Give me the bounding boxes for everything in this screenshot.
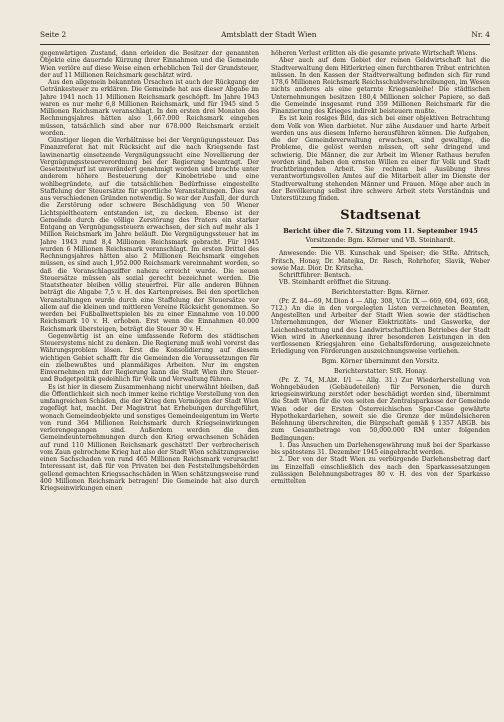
- item-text: (Pr. Z. 84—69, M.Dion 4 — Allg. 308, V.Gr. IX — 669, 694, 693, 668, 712.) An die in den vorgelegten Listen verzeichneten Beamten, Angestellten und Arbeiter der Stadt Wien sowie der städtischen Unternehmungen, der Wiener Elektrizitäts- und Gaswerke, der Leichenbestattung und des Landwirtschaftlichen Betriebes der Stadt Wien wird in Anerkennung ihrer besonderen Leistungen in den verflossenen Kriegsjahren eine Gehaltsförderung, ausgezeichnete Erledigung von Förderungen auszeichnungsweise verliehen.: [271, 297, 490, 356]
- paragraph: Es ist hier in diesem Zusammenhang nicht unerwähnt bleiben, daß die Öffentlichkeit sich noch immer keine richtige Vorstellung von den umfangreichen Schäden, die der Krieg dem Vermögen der Stadt Wien zugefügt hat, macht. Der Magistrat hat Erhebungen durchgeführt, wonach Gemeindeobjekte und sonstiges Gemeindeeigentum im Werte von rund 364 Millionen Reichsmark durch Kriegseinwirkungen verlorengegangen sind. Außerdem werden die den Gemeindeunternehmungen durch den Krieg erwachsenen Schäden auf rund 110 Millionen Reichsmark geschätzt! Der verbrecherisch vom Zaun gebrochene Krieg hat also der Stadt Wien schätzungsweise einen Sachschaden von rund 465 Millionen Reichsmark verursacht! Interessant ist, daß für von Privaten bei den Feststellungsbehörden gellend gemachten Kriegssachschäden in Wien schätzungsweise rund 400 Millionen Reichsmark betragen! Die Gemeinde hat also durch Kriegseinwirkungen einen: [40, 383, 259, 492]
- item-text: (Pr. Z. 74, M.Abt. I/1 — Allg. 31.) Zur Wiederherstellung von Wohngebäuden (Gebäudeteilen) für Personen, die durch kriegseinwirkung zerstört oder beschädigt worden sind, übernimmt die Stadt Wien für die von seiten der Zentralsparkasse der Gemeinde Wien oder der Ersten Österreichischen Spar-Casse gewährte Hypothekardarlehen, soweit sie die Grenze der mündelsicheren Belehnung überschreiten, die Bürgschaft gemäß § 1357 ABGB. bis zum Gesamtbetrage von 50,000.000 RM unter folgenden Bedingungen:: [271, 376, 490, 442]
- paragraph: gegenwärtigen Zustand, dann erleiden die Besitzer der genannten Objekte eine dauernde Kürzung ihrer Einnahmen und die Gemeinde Wien verlöre auf diese Weise einen erheblichen Teil der Grundsteuer, der auf 11 Millionen Reichsmark geschätzt wird.: [40, 50, 259, 79]
- issue-number: Nr. 4: [471, 30, 490, 39]
- session-report-heading: Bericht über die 7. Sitzung vom 11. September 1945: [283, 227, 478, 236]
- page-header: [40, 30, 490, 45]
- paragraph: Es ist kein rosiges Bild, das sich bei einer objektiven Betrachtung dem Volk von Wien darbietet. Nur zähe Ausdauer und harte Arbeit werden uns aus diesem Inferno herausführen können. Die Aufgaben, die der Gemeindeverwaltung erwachsen, sind gewaltige, die Probleme, die gelöst werden müssen, oft sehr dringend und schwierig. Die Männer, die zur Arbeit im Wiener Rathaus berufen worden sind, haben den ernsten Willen zu einer für Volk und Stadt fruchtbringenden Arbeit. Sie rechnen bei Ausübung ihres verantwortungsvollen Amtes auf die Mitarbeit aller im Dienste der Stadtverwaltung stehenden Männer und Frauen. Möge aber auch in der Bevölkerung selbst ihre schwere Arbeit stets Verständnis und Unterstützung finden.: [271, 115, 490, 202]
- opening: VB. Steinhardt eröffnet die Sitzung.: [279, 279, 391, 287]
- section-title: Stadtsenat: [340, 208, 421, 224]
- paragraph: höheren Verlust erlitten als die gesamte private Wirtschaft Wiens.: [271, 50, 478, 57]
- item-reporter: Berichterstatter: StR. Honay.: [333, 367, 428, 375]
- right-column: [271, 50, 490, 708]
- newspaper-title: Amtsblatt der Stadt Wien: [221, 30, 317, 39]
- condition: 1. Das Ansuchen um Darlehensgewährung muß bei der Sparkasse bis spätestens 31. Dezember 1945 eingebracht werden.: [271, 441, 490, 456]
- divider: [311, 247, 450, 248]
- page-number: Seite 2: [40, 30, 67, 39]
- recorder: Schriftführer: Bentsch.: [279, 272, 352, 279]
- chair-line: Vorsitzende: Bgm. Körner und VB. Steinhardt.: [305, 236, 456, 245]
- attendees: Anwesende: Die VB. Kunschak und Speiser; die StRe. Afritsch, Fritsch, Honay, Dr. Matejka, Dr. Resch, Rohrhofer, Slavik, Weber sowie Maz. Dior. Dr. Kritscha.: [271, 250, 490, 272]
- paragraph: Aus den allgemein bekannten Ursachen ist auch der Rückgang der Getränkesteuer zu erklären. Die Gemeinde hat aus dieser Abgabe im Jahre 1941 noch 11 Millionen Reichsmark geschöpft. Im Jahre 1943 waren es nur mehr 6,8 Millionen Reichsmark, und für 1945 sind 5 Millionen Reichsmark veranschlagt. In den ersten drei Monaten des Rechnungsjahres hätten also 1,667.000 Reichsmark eingehen müssen, tatsächlich sind aber nur 678.000 Reichsmark erzielt worden.: [40, 79, 259, 137]
- left-column: [40, 50, 259, 708]
- paragraph: Gegenwärtig ist an eine umfassende Reform des städtischen Steuersystems nicht zu denken. Die Regierung muß wohl vorerst das Währungsproblem lösen. Erst die Konsolidierung auf diesem wichtigen Gebiet schafft für die Gemeinden die Voraussetzungen für ein zielbewußtes und planmäßiges Arbeiten. Nur im engsten Einvernehmen mit der Regierung kann die Stadt Wien ihre Steuer- und Budgetpolitik gedeihlich für Volk und Verwaltung führen.: [40, 332, 259, 384]
- condition: 2. Der von der Stadt Wien zu verbürgende Darlehensbetrag darf im Einzelfall einschließlich des nach den Sparkassesatzungen zulässigen Belehnungsbetrages 80 v. H. des von der Sparkasse ermittelten: [271, 456, 490, 485]
- columns: [40, 50, 490, 708]
- item-reporter: Berichterstatter: Bgm. Körner.: [331, 288, 430, 296]
- paragraph: Günstiger liegen die Verhältnisse bei der Vergnügungssteuer. Das Finanzreferat hat mit Rücksicht auf die nach Kriegsende fast lawinenartig einsetzende Vergnügungssucht eine Novellierung der Vergnügungssteuerverordnung bei der Regierung beantragt. Der Gesetzentwurf ist unverändert genehmigt worden und brachte unter anderem höhere Besteuerung der Kinobetriebe und eine wohlbegründete, auf die tatsächlichen Bedürfnisse eingestellte Staffelung der Steuersätze für sportliche Veranstaltungen. Dies war aus verschiedenen Gründen notwendig. So war der Ausfall, der durch die Zerstörung oder schwere Beschädigung von 50 Wiener Lichtspieltheatern entstanden ist, zu decken. Ebenso ist der Gemeinde durch die völlige Zerstörung des Praters ein starker Entgang an Vergnügungssteuern erwachsen, der sich auf mehr als 1 Million Reichsmark im Jahre beläuft. Die Vergnügungssteuer hat im Jahre 1943 rund 8,4 Millionen Reichsmark gebracht. Für 1945 wurden 6 Millionen Reichsmark veranschlagt. Im ersten Drittel des Rechnungsjahres hätten also 2 Millionen Reichsmark eingehen müssen, es sind auch 1,952.000 Reichsmark vereinnahmt worden, so daß die Voranschlagsziffer nahezu erreicht wurde. Die neuen Steuersätze müssen als sozial gerecht bezeichnet werden. Die Staatstheater bleiben völlig steuerfrei. Für alle anderen Bühnen beträgt die Abgabe 7,5 v. H. des Kartenpreises. Bei den sportlichen Veranstaltungen wurde durch eine Staffelung der Steuersätze vor allem auf die kleinen und mittleren Vereine Rücksicht genommen. So werden bei Fußballwettspielen bis zu einer Einnahme von 10.000 Reichsmark 10 v. H. erhoben. Erst wenn die Einnahmen 40.000 Reichsmark übersteigen, beträgt die Steuer 30 v. H.: [40, 137, 259, 333]
- paragraph: Aber auch auf dem Gebiet der reinen Geldwirtschaft hat die Stadtverwaltung dem Hitlerkrieg einen furchtbaren Tribut entrichten müssen. In den Kassen der Stadtverwaltung befinden sich für rund 178,6 Millionen Reichsmark Reichsschuldverschreibungen, im Wesen nichts anderes als eine getarnte Kriegsanleihe! Die städtischen Unternehmungen besitzen 180,4 Millionen solcher Papiere, so daß die Gemeinde insgesamt rund 359 Millionen Reichsmark für die Finanzierung des Krieges indirekt beisteuern mußte.: [271, 57, 490, 115]
- chair-change: Bgm. Körner übernimmt den Vorsitz.: [321, 357, 440, 365]
